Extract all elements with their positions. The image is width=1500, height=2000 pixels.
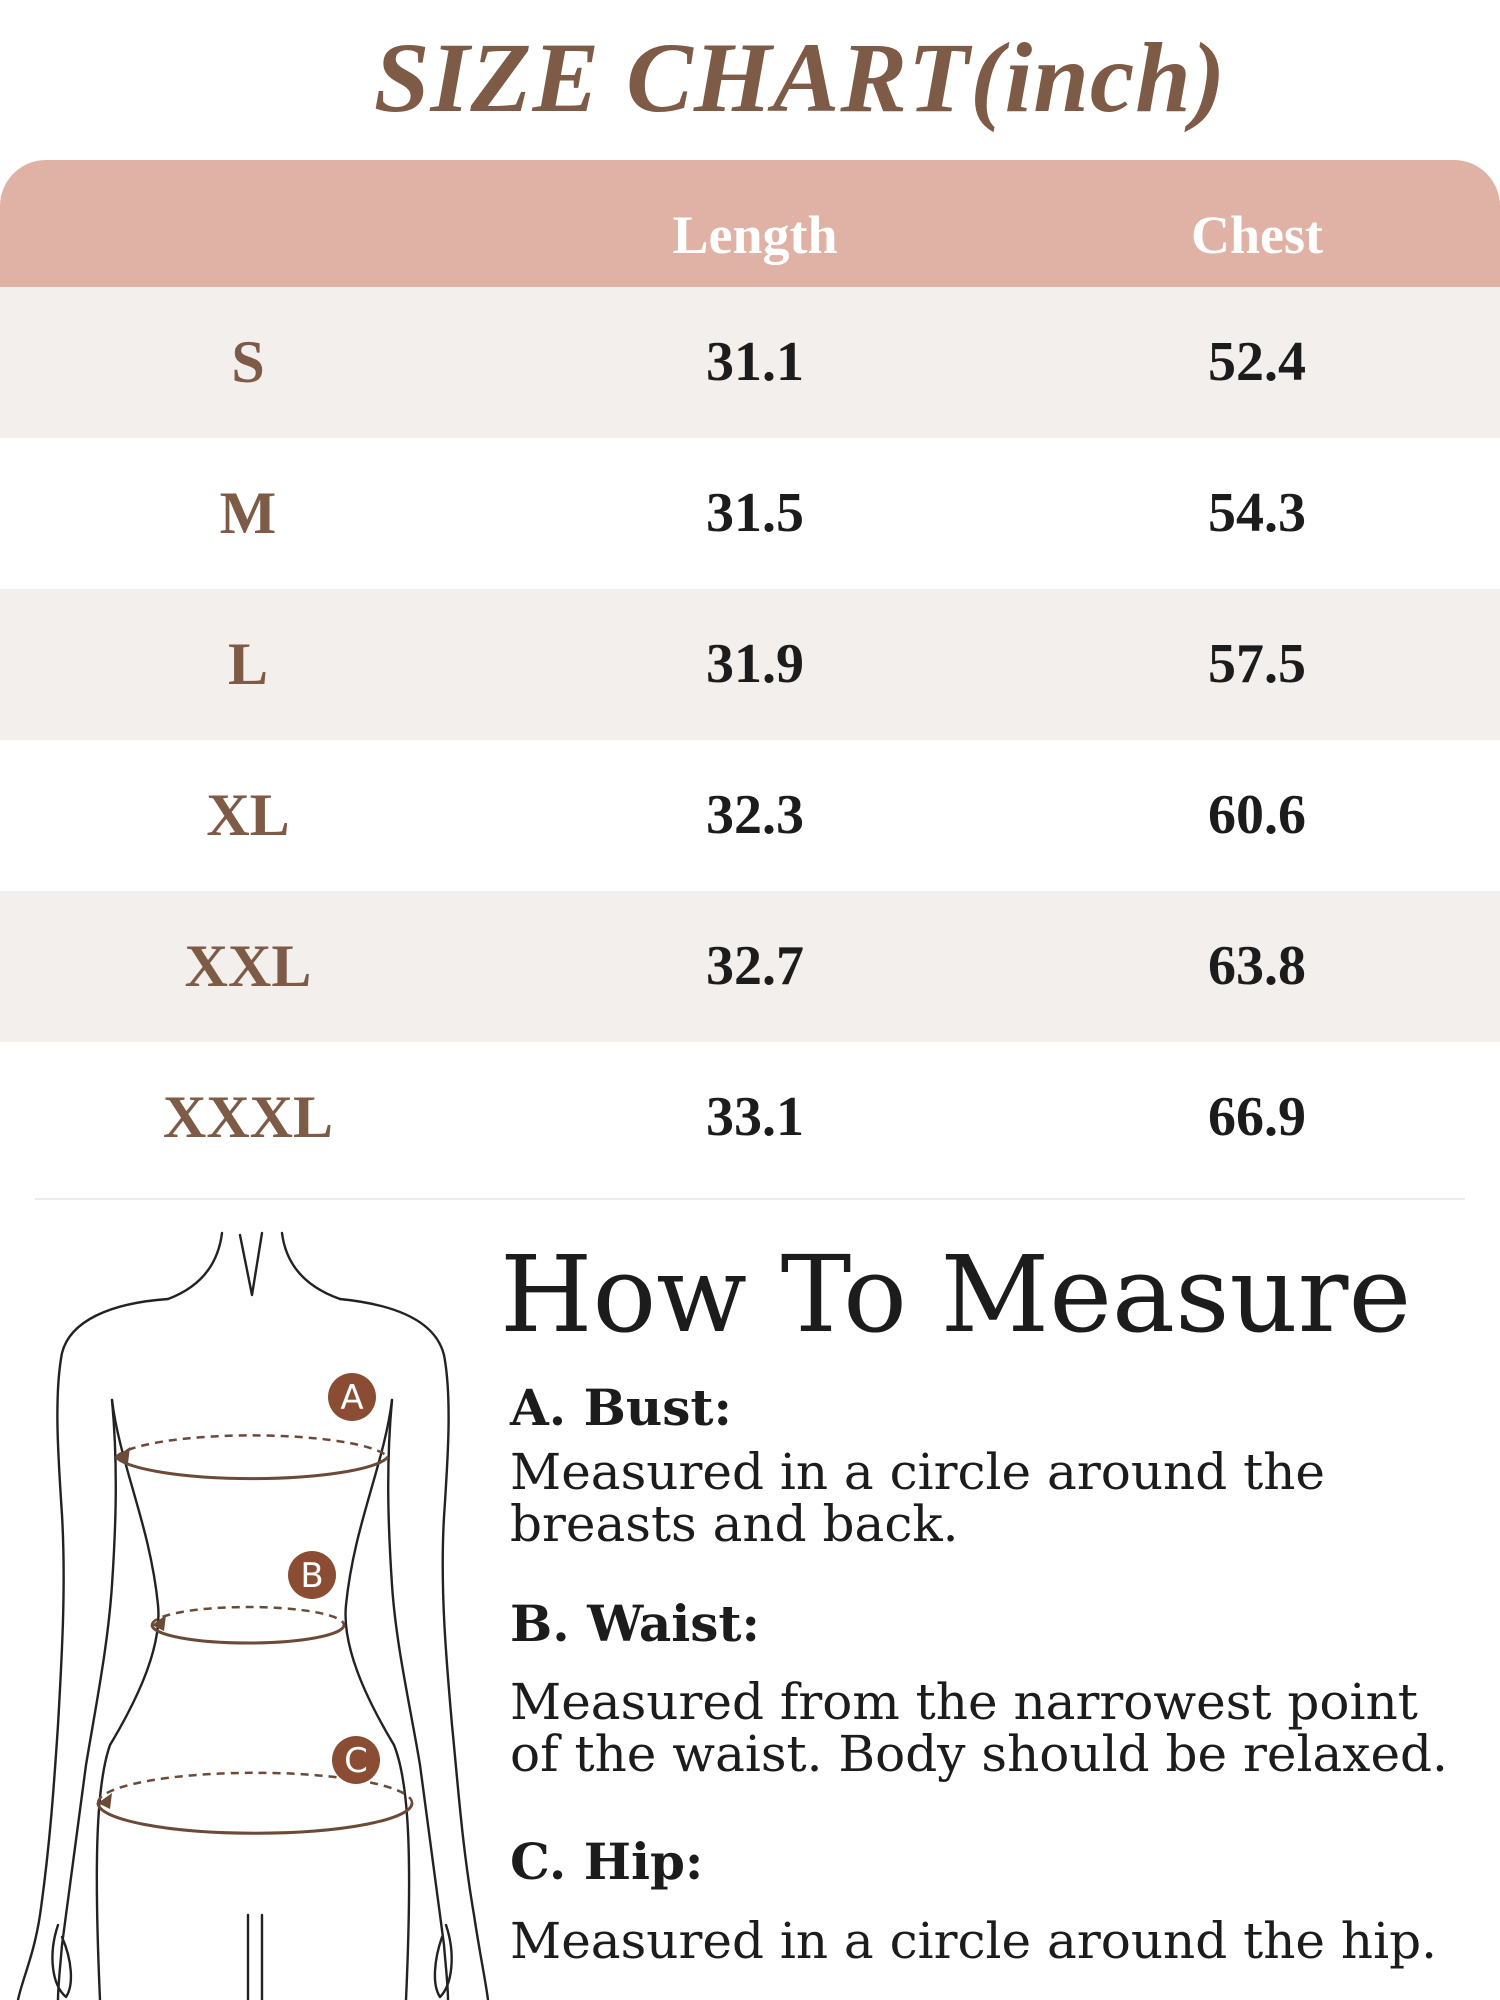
bust-label: A. Bust: (510, 1378, 732, 1437)
table-row (0, 740, 1500, 891)
size-cell: XXXL (162, 1084, 333, 1150)
table-row (0, 589, 1500, 740)
length-cell: 32.7 (706, 935, 804, 997)
length-cell: 32.3 (706, 784, 804, 846)
length-cell: 33.1 (706, 1086, 804, 1148)
hip-label: C. Hip: (510, 1832, 704, 1891)
body-outline (18, 1233, 488, 2000)
table-row (0, 1042, 1500, 1193)
marker-b (288, 1551, 336, 1599)
table-row (0, 438, 1500, 589)
body-figure-illustration (0, 1225, 490, 2000)
size-cell: S (231, 329, 265, 395)
page-title: SIZE CHART(inch) (373, 22, 1227, 133)
chest-cell: 57.5 (1208, 633, 1306, 695)
marker-b-label: B (300, 1556, 324, 1596)
size-table (0, 160, 1500, 1193)
how-to-measure-heading: How To Measure (500, 1233, 1412, 1356)
header-chest: Chest (1191, 205, 1323, 265)
bust-description: Measured in a circle around the breasts and back. (510, 1443, 1326, 1553)
table-row (0, 891, 1500, 1042)
length-cell: 31.1 (706, 331, 804, 393)
size-cell: L (227, 631, 269, 697)
chest-cell: 60.6 (1208, 784, 1306, 846)
hip-description: Measured in a circle around the hip. (510, 1912, 1438, 1970)
chest-cell: 52.4 (1208, 331, 1306, 393)
section-divider (35, 1198, 1465, 1200)
header-length: Length (672, 205, 838, 265)
length-cell: 31.5 (706, 482, 804, 544)
chest-cell: 63.8 (1208, 935, 1306, 997)
table-header (0, 160, 1500, 287)
waist-description: Measured from the narrowest point of the waist. Body should be relaxed. (510, 1673, 1448, 1783)
chest-cell: 66.9 (1208, 1086, 1306, 1148)
marker-a-label: A (340, 1378, 364, 1418)
waist-label: B. Waist: (510, 1594, 760, 1653)
length-cell: 31.9 (706, 633, 804, 695)
size-cell: XXL (184, 933, 312, 999)
marker-c-label: C (344, 1741, 368, 1781)
marker-a (328, 1373, 376, 1421)
table-row (0, 287, 1500, 438)
size-cell: M (219, 480, 277, 546)
marker-c (332, 1736, 380, 1784)
size-cell: XL (206, 782, 290, 848)
chest-cell: 54.3 (1208, 482, 1306, 544)
